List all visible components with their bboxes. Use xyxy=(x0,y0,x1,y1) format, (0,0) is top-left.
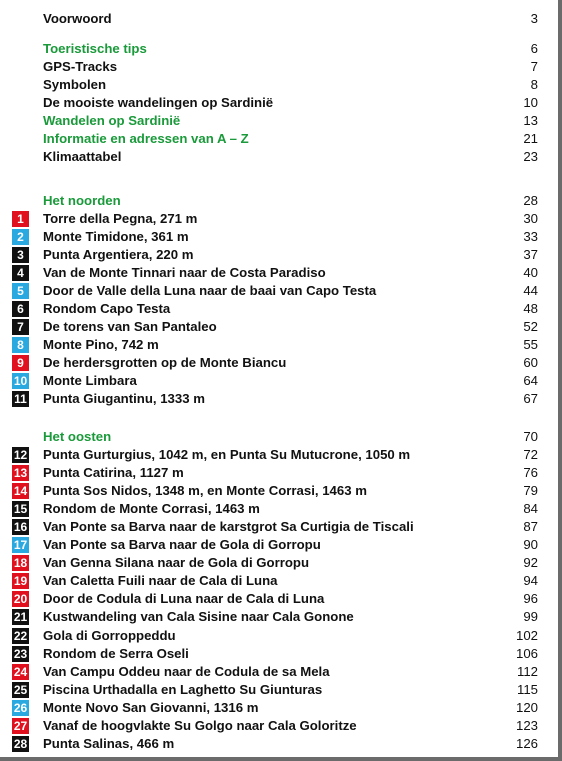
entry-title: Wandelen op Sardinië xyxy=(43,113,181,128)
route-number-badge: 27 xyxy=(13,718,28,733)
page-number: 112 xyxy=(516,663,538,679)
page-number: 10 xyxy=(523,95,538,110)
dot-leader xyxy=(121,58,529,76)
entry-title: GPS-Tracks xyxy=(43,59,118,74)
toc-route-entry[interactable] xyxy=(0,390,552,408)
dot-leader xyxy=(115,428,521,446)
dot-leader xyxy=(414,446,521,464)
toc-route-entry[interactable] xyxy=(0,336,552,354)
route-number-badge: 7 xyxy=(12,319,29,335)
section-heading-north[interactable] xyxy=(0,192,552,210)
page-number: 21 xyxy=(523,131,538,146)
page-number: 90 xyxy=(523,537,538,553)
route-number-badge: 2 xyxy=(12,229,29,245)
toc-route-entry[interactable] xyxy=(0,681,552,699)
page-number: 30 xyxy=(523,211,538,226)
dot-leader xyxy=(125,148,521,166)
toc-intro-entry[interactable] xyxy=(0,58,552,76)
toc-intro-entry[interactable] xyxy=(0,94,552,112)
entry-title: Monte Timidone, 361 m xyxy=(43,229,189,244)
entry-title: Informatie en adressen van A – Z xyxy=(43,131,249,146)
dot-leader xyxy=(125,192,522,210)
entry-title: Punta Gurturgius, 1042 m, en Punta Su Mutucrone, 1050 m xyxy=(43,447,411,462)
entry-title: Monte Pino, 742 m xyxy=(43,337,159,352)
dot-leader xyxy=(358,608,522,626)
dot-leader xyxy=(371,482,521,500)
route-number-badge: 11 xyxy=(12,391,29,407)
dot-leader xyxy=(380,282,521,300)
route-number-badge: 17 xyxy=(13,538,28,553)
page-number: 23 xyxy=(523,149,538,164)
entry-title: Torre della Pegna, 271 m xyxy=(43,211,198,226)
toc-route-entry[interactable] xyxy=(0,663,552,681)
page-number: 79 xyxy=(523,483,538,499)
entry-title: Klimaattabel xyxy=(43,149,122,164)
dot-leader xyxy=(282,572,522,590)
dot-leader xyxy=(209,390,521,408)
entry-title: Punta Sos Nidos, 1348 m, en Monte Corrasi, 1463 m xyxy=(43,483,367,499)
page-number: 60 xyxy=(523,355,538,370)
dot-leader xyxy=(326,681,515,699)
toc-route-entry[interactable] xyxy=(0,554,552,572)
page-number: 123 xyxy=(515,717,538,733)
route-number-badge: 16 xyxy=(13,520,28,535)
dot-leader xyxy=(313,554,521,572)
entry-title: Rondom de Monte Corrasi, 1463 m xyxy=(43,501,260,517)
route-number-badge: 10 xyxy=(13,374,28,388)
dot-leader xyxy=(193,228,522,246)
toc-route-entry[interactable] xyxy=(0,354,552,372)
route-number-badge: 23 xyxy=(13,646,28,661)
entry-title: Piscina Urthadalla en Laghetto Su Giunturas xyxy=(43,681,323,697)
route-number-badge: 21 xyxy=(13,610,28,625)
page-number: 28 xyxy=(523,193,538,208)
dot-leader xyxy=(201,210,521,228)
entry-title: Van Campu Oddeu naar de Codula de sa Mela xyxy=(43,663,330,679)
page-number: 52 xyxy=(523,319,538,334)
dot-leader xyxy=(141,372,522,390)
entry-title: Rondom de Serra Oseli xyxy=(43,645,189,661)
section-heading-east[interactable] xyxy=(0,428,552,446)
entry-title: Kustwandeling van Cala Sisine naar Cala Gonone xyxy=(43,609,354,625)
toc-route-entry[interactable] xyxy=(0,590,552,608)
entry-title: Van Ponte sa Barva naar de karstgrot Sa Curtigia de Tiscali xyxy=(43,519,414,535)
page-number: 126 xyxy=(515,735,538,751)
page-number: 67 xyxy=(523,391,538,406)
entry-title: Symbolen xyxy=(43,77,107,92)
toc-route-entry[interactable] xyxy=(0,627,552,645)
route-number-badge: 12 xyxy=(13,448,28,462)
page-number: 3 xyxy=(530,11,538,26)
route-number-badge: 26 xyxy=(13,700,28,715)
toc-route-entry[interactable] xyxy=(0,318,552,336)
toc-route-entry[interactable] xyxy=(0,482,552,500)
route-number-badge: 8 xyxy=(12,337,29,353)
route-number-badge: 22 xyxy=(13,628,28,643)
dot-leader xyxy=(184,112,521,130)
entry-title: Van Genna Silana naar de Gola di Gorropu xyxy=(43,555,310,571)
dot-leader xyxy=(325,536,522,554)
route-number-badge: 9 xyxy=(12,355,29,371)
route-number-badge: 28 xyxy=(13,736,28,751)
entry-title: Het noorden xyxy=(43,193,121,208)
entry-title: Monte Limbara xyxy=(43,373,137,388)
entry-title: Rondom Capo Testa xyxy=(43,301,171,316)
toc-route-entry[interactable] xyxy=(0,446,552,464)
page-number: 37 xyxy=(523,247,538,262)
dot-leader xyxy=(264,500,521,518)
dot-leader xyxy=(197,246,521,264)
dot-leader xyxy=(334,663,515,681)
page-number: 87 xyxy=(523,519,538,535)
toc-route-entry[interactable] xyxy=(0,608,552,626)
page-number: 120 xyxy=(515,699,538,715)
entry-title: Toeristische tips xyxy=(43,41,147,56)
dot-leader xyxy=(330,264,522,282)
dot-leader xyxy=(116,10,529,28)
dot-leader xyxy=(277,94,521,112)
dot-leader xyxy=(178,735,514,753)
entry-title: Het oosten xyxy=(43,429,112,444)
toc-intro-entry[interactable] xyxy=(0,76,552,94)
entry-title: Punta Giugantinu, 1333 m xyxy=(43,391,205,406)
toc-intro-entry[interactable] xyxy=(0,112,552,130)
dot-leader xyxy=(361,717,514,735)
toc-route-entry[interactable] xyxy=(0,536,552,554)
dot-leader xyxy=(188,464,522,482)
toc-route-entry[interactable] xyxy=(0,264,552,282)
entry-title: Punta Salinas, 466 m xyxy=(43,735,175,751)
toc-route-entry[interactable] xyxy=(0,464,552,482)
dot-leader xyxy=(328,590,521,608)
toc-intro-entry[interactable] xyxy=(0,148,552,166)
toc-route-entry[interactable] xyxy=(0,717,552,735)
dot-leader xyxy=(262,699,514,717)
entry-title: Vanaf de hoogvlakte Su Golgo naar Cala Goloritze xyxy=(43,717,357,733)
toc-route-entry[interactable] xyxy=(0,300,552,318)
page-number: 76 xyxy=(523,465,538,481)
page-number: 7 xyxy=(530,59,538,74)
page-number: 92 xyxy=(523,555,538,571)
entry-title: De torens van San Pantaleo xyxy=(43,319,217,334)
dot-leader xyxy=(110,76,529,94)
page-number: 94 xyxy=(523,573,538,589)
toc-route-entry[interactable] xyxy=(0,228,552,246)
page-number: 8 xyxy=(530,77,538,92)
entry-title: Van Caletta Fuili naar de Cala di Luna xyxy=(43,573,278,589)
page-number: 48 xyxy=(523,301,538,316)
route-number-badge: 14 xyxy=(13,484,28,499)
page-number: 99 xyxy=(523,609,538,625)
page-number: 40 xyxy=(523,265,538,280)
entry-title: De mooiste wandelingen op Sardinië xyxy=(43,95,274,110)
route-number-badge: 20 xyxy=(13,592,28,607)
toc-intro-entry[interactable] xyxy=(0,10,552,28)
route-number-badge: 13 xyxy=(13,466,28,481)
route-number-badge: 25 xyxy=(13,682,28,697)
toc-route-entry[interactable] xyxy=(0,645,552,663)
entry-title: Van de Monte Tinnari naar de Costa Paradiso xyxy=(43,265,326,280)
page-number: 64 xyxy=(523,373,538,388)
dot-leader xyxy=(290,354,521,372)
dot-leader xyxy=(193,645,514,663)
page-number: 115 xyxy=(516,681,538,697)
page-number: 55 xyxy=(523,337,538,352)
route-number-badge: 5 xyxy=(12,283,29,299)
toc-route-entry[interactable] xyxy=(0,500,552,518)
route-number-badge: 4 xyxy=(12,265,29,281)
dot-leader xyxy=(180,627,514,645)
page-number: 44 xyxy=(523,283,538,298)
page-number: 72 xyxy=(523,447,538,462)
route-number-badge: 19 xyxy=(13,574,28,589)
route-number-badge: 1 xyxy=(12,211,29,227)
dot-leader xyxy=(253,130,522,148)
entry-title: De herdersgrotten op de Monte Biancu xyxy=(43,355,287,370)
toc-route-entry[interactable] xyxy=(0,282,552,300)
toc-route-entry[interactable] xyxy=(0,246,552,264)
route-number-badge: 18 xyxy=(13,556,28,571)
entry-title: Punta Argentiera, 220 m xyxy=(43,247,194,262)
toc-intro-entry[interactable] xyxy=(0,40,552,58)
entry-title: Door de Codula di Luna naar de Cala di Luna xyxy=(43,591,325,607)
toc-route-entry[interactable] xyxy=(0,518,552,536)
page-number: 13 xyxy=(523,113,538,128)
route-number-badge: 15 xyxy=(13,502,28,517)
route-number-badge: 6 xyxy=(12,301,29,317)
toc-route-entry[interactable] xyxy=(0,210,552,228)
entry-title: Gola di Gorroppeddu xyxy=(43,627,176,643)
toc-route-entry[interactable] xyxy=(0,372,552,390)
entry-title: Van Ponte sa Barva naar de Gola di Gorropu xyxy=(43,537,321,553)
dot-leader xyxy=(221,318,522,336)
page-number: 33 xyxy=(523,229,538,244)
dot-leader xyxy=(151,40,529,58)
toc-route-entry[interactable] xyxy=(0,699,552,717)
page-number: 84 xyxy=(523,501,538,517)
entry-title: Voorwoord xyxy=(43,11,112,26)
toc-route-entry[interactable] xyxy=(0,572,552,590)
dot-leader xyxy=(174,300,521,318)
entry-title: Punta Catirina, 1127 m xyxy=(43,465,184,481)
entry-title: Monte Novo San Giovanni, 1316 m xyxy=(43,699,259,715)
dot-leader xyxy=(418,518,522,536)
page-number: 96 xyxy=(523,591,538,607)
entry-title: Door de Valle della Luna naar de baai van Capo Testa xyxy=(43,283,377,298)
toc-intro-entry[interactable] xyxy=(0,130,552,148)
page-number: 106 xyxy=(515,645,538,661)
dot-leader xyxy=(163,336,522,354)
page-number: 70 xyxy=(523,429,538,444)
page-number: 6 xyxy=(530,41,538,56)
toc-route-entry[interactable] xyxy=(0,735,552,753)
route-number-badge: 3 xyxy=(12,247,29,263)
route-number-badge: 24 xyxy=(13,664,28,679)
page-number: 102 xyxy=(515,627,538,643)
